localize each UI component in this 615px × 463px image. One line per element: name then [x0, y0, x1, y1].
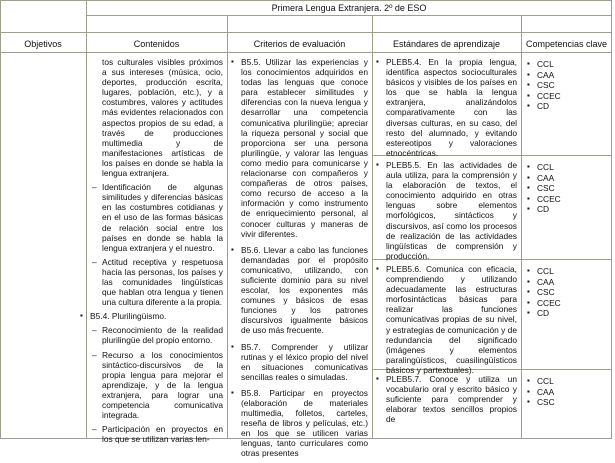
col-divider-2: [227, 15, 228, 439]
competencia-badge: ▪ CCL: [527, 376, 607, 387]
competencia-badge: ▪ CSC: [527, 397, 607, 408]
col-divider-4: [521, 15, 522, 439]
competencia-badge: ▪ CSC: [527, 80, 607, 91]
col-divider-3: [372, 15, 373, 439]
contenido-item: [102, 257, 223, 307]
competencias-group: [527, 266, 607, 319]
competencia-badge: ▪ CAA: [527, 277, 607, 288]
competencia-badge: ▪ CCEC: [527, 91, 607, 102]
contenido-item: [102, 350, 223, 421]
criterio-item: [241, 388, 368, 459]
competencia-badge: ▪ CCEC: [527, 194, 607, 205]
estandar-item: [386, 264, 517, 375]
estandar-text: ▪ PLEB5.5. En las actividades de aula utiliza, para la comprensión y la elaboración de textos, el conocimiento adquirido en otras lenguas sobre elementos morfológicos, sintácticos y discursivos, así como los procesos de realización de las actividades lingüísticas de comprensión y producción.: [386, 160, 517, 261]
competencia-badge: ▪ CD: [527, 101, 607, 112]
competencia-badge: ▪ CSC: [527, 287, 607, 298]
contenido-text: – Identificación de algunas similitudes y diferencias básicas en las costumbres cotidianas y en el uso de las formas básicas de relación social entre los países en donde se habla la lengua extranjera y el nuestro.: [102, 182, 223, 253]
contenido-heading: [90, 311, 223, 321]
header-contenidos: Contenidos: [133, 39, 180, 49]
criterio-item: [241, 342, 368, 382]
competencia-badge: ▪ CCL: [527, 162, 607, 173]
header-competencias: Competencias clave: [525, 39, 608, 49]
contenidos-column: [90, 57, 223, 448]
contenido-item: [102, 325, 223, 345]
header-criterios: Criterios de evaluación: [253, 39, 346, 49]
contenido-item: [102, 57, 223, 178]
competencias-group: [527, 162, 607, 215]
criterio-item: [241, 245, 368, 336]
competencia-badge: ▪ CAA: [527, 387, 607, 398]
contenido-text: – Actitud receptiva y respetuosa hacia las personas, los países y las comunidades lingüísticas que hablan otra lengua y tienen una cultura diferente a la propia.: [102, 256, 223, 308]
criterio-text: ▪ B5.7. Comprender y utilizar rutinas y el léxico propio del nivel en situaciones comunicativas sencillas reales o simuladas.: [241, 341, 368, 382]
estandar-item: [386, 374, 517, 424]
contenido-item: [102, 424, 223, 444]
estandar-text: ▪ PLEB5.6. Comunica con eficacia, comprendiendo y utilizando adecuadamente las estructuras morfosintácticas básicas para realizar las funciones comunicativas propias de su nivel, y estrategias de comunicación y de redundancia del significado (imágenes y elementos paralingüísticos, cuasilingüísticos básicos y partextuales).: [386, 264, 517, 375]
contenido-text: – Recurso a los conocimientos sintáctico-discursivos de la propia lengua para mejorar el aprendizaje, y de la lengua extranjera, para lograr una competencia comunicativa integrada.: [102, 349, 223, 421]
competencia-badge: ▪ CD: [527, 308, 607, 319]
criterio-item: [241, 57, 368, 239]
competencias-group: [527, 376, 607, 408]
competencias-group: [527, 59, 607, 112]
competencia-badge: ▪ CAA: [527, 70, 607, 81]
competencia-badge: ▪ CD: [527, 204, 607, 215]
contenido-item: [102, 182, 223, 253]
col-divider-1: [86, 0, 87, 439]
header-objetivos: Objetivos: [24, 39, 62, 49]
contenido-text: – Participación en proyectos en los que se utilizan varias len-: [102, 424, 223, 445]
table-title: Primera Lengua Extranjera. 2º de ESO: [271, 3, 427, 13]
competencia-badge: ▪ CCEC: [527, 298, 607, 309]
criterio-text: ▪ B5.5. Utilizar las experiencias y los conocimientos adquiridos en todas las lenguas que conoce para establecer similitudes y diferencias con la nueva lengua y desarrollar una competencia comunicativa plurilingüe; apreciar la riqueza personal y social que proporciona ser una persona plurilingüe, y valorar las lenguas como medio para comunicarse y relacionarse con compañeros y compañeras de otros países, como recurso de acceso a la información y como instrumento de enriquecimiento personal, al conocer culturas y maneras de vivir diferentes.: [241, 57, 368, 239]
header-estandares: Estándares de aprendizaje: [392, 39, 501, 49]
estandar-item: [386, 57, 517, 158]
competencia-badge: ▪ CSC: [527, 183, 607, 194]
contenido-text: – Reconocimiento de la realidad plurilingüe del propio entorno.: [102, 325, 223, 346]
criterio-text: ▪ B5.6. Llevar a cabo las funciones demandadas por el propósito comunicativo, utilizando, con suficiente dominio para su nivel escolar, los exponentes más comunes y básicos de esas funciones y los patrones discursivos igualmente básicos de uso más frecuente.: [241, 244, 368, 336]
estandar-item: [386, 160, 517, 261]
header-divider-top: [86, 15, 612, 16]
estandar-text: ▪ PLEB5.7. Conoce y utiliza un vocabulario oral y escrito básico y suficiente para comprender y elaborar textos sencillos propios de: [386, 374, 517, 425]
estandar-text: ▪ PLEB5.4. En la propia lengua, identifica aspectos socioculturales básicos y visibles de los países en los que se habla la lengua extranjera, analizándolos comparativamente con las diversas culturas, en su caso, del resto del alumnado, y evitando estereotipos y valoraciones etnocéntricas.: [386, 57, 517, 158]
competencia-badge: ▪ CCL: [527, 266, 607, 277]
competencia-badge: ▪ CAA: [527, 173, 607, 184]
criterio-text: ▪ B5.8. Participar en proyectos (elaboración de materiales multimedia, folletos, carteles, reseña de libros y películas, etc.) en los que se utilicen varias lenguas, tanto curriculares como otras presentes: [241, 387, 368, 459]
contenido-text: tos culturales visibles próximos a sus intereses (música, ocio, deportes, producción escrita, lugares, población, etc.), y a costumbres, valores y actitudes más evidentes relacionados con aspectos propios de su edad, a través de producciones multimedia y de manifestaciones artísticas de los países en donde se habla la lengua extranjera.: [102, 57, 223, 179]
criterios-column: [241, 57, 368, 463]
competencia-badge: ▪ CCL: [527, 59, 607, 70]
contenido-text: ▪ B5.4. Plurilingüismo.: [90, 311, 167, 322]
